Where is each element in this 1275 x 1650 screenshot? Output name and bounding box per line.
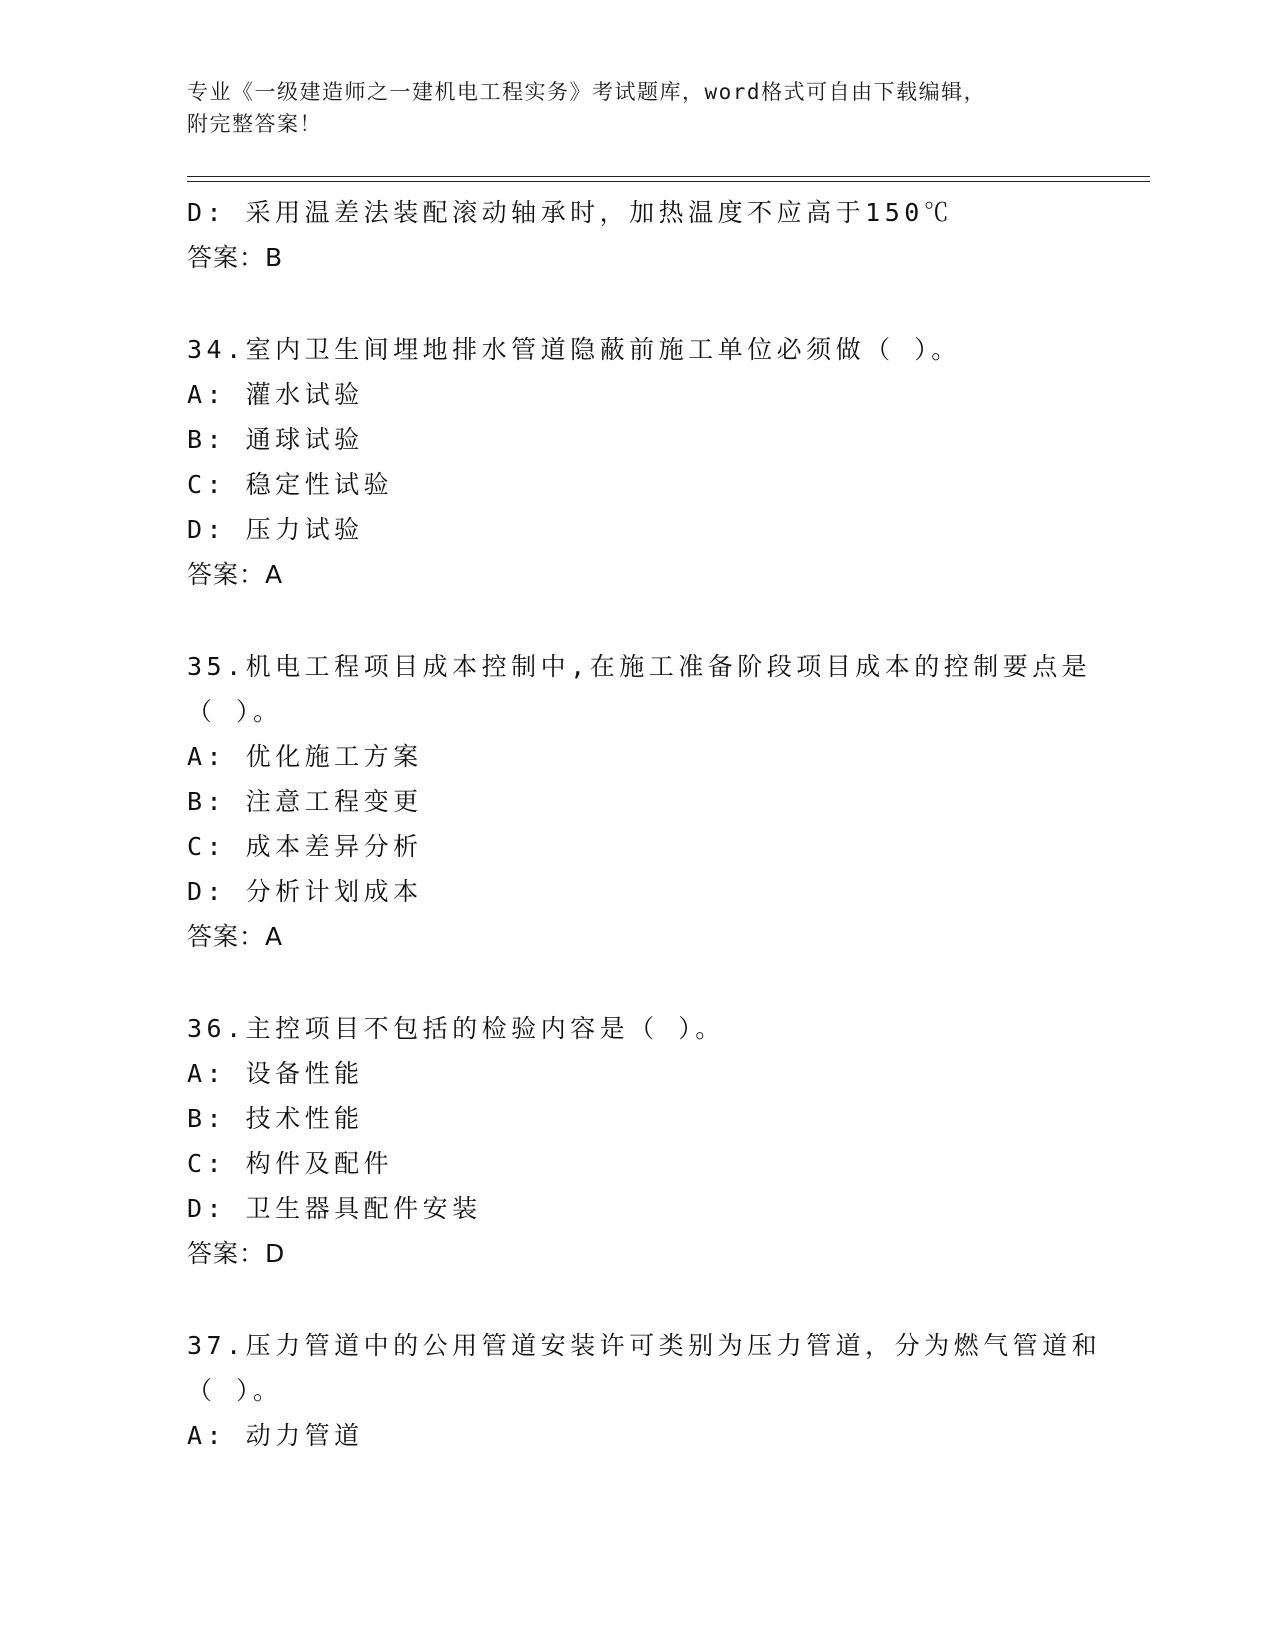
header-divider-bottom (187, 181, 1150, 182)
question-stem: 36.主控项目不包括的检验内容是（ ）。 (187, 1014, 725, 1043)
spacer (187, 959, 1150, 1006)
option-c: C: 稳定性试验 (187, 470, 394, 499)
option-b: B: 注意工程变更 (187, 787, 423, 816)
spacer (187, 280, 1150, 327)
option-b: B: 技术性能 (187, 1104, 364, 1133)
question-stem: 34.室内卫生间埋地排水管道隐蔽前施工单位必须做（ ）。 (187, 335, 961, 364)
question-stem-continued: （ ）。 (187, 1376, 283, 1405)
option-a: A: 灌水试验 (187, 380, 364, 409)
question-stem-continued: （ ）。 (187, 697, 283, 726)
option-a: A: 动力管道 (187, 1421, 364, 1450)
spacer (187, 597, 1150, 644)
option-a: A: 优化施工方案 (187, 742, 423, 771)
option-b: B: 通球试验 (187, 425, 364, 454)
question-33-fragment (187, 190, 1150, 280)
option-d: D: 压力试验 (187, 515, 364, 544)
option-d: D: 卫生器具配件安装 (187, 1194, 482, 1223)
header-line-2: 附完整答案！ (187, 112, 322, 136)
answer-line: 答案：D (187, 1239, 286, 1268)
header-line-1: 专业《一级建造师之一建机电工程实务》考试题库，word格式可自由下载编辑， (187, 80, 987, 104)
question-stem: 35.机电工程项目成本控制中,在施工准备阶段项目成本的控制要点是 (187, 652, 1092, 681)
option-c: C: 构件及配件 (187, 1149, 394, 1178)
question-34 (187, 327, 1150, 597)
option-c: C: 成本差异分析 (187, 832, 423, 861)
question-stem: 37.压力管道中的公用管道安装许可类别为压力管道，分为燃气管道和 (187, 1331, 1102, 1360)
answer-line: 答案：A (187, 922, 284, 951)
option-a: A: 设备性能 (187, 1059, 364, 1088)
answer-line: 答案：B (187, 243, 284, 272)
spacer (187, 1276, 1150, 1323)
question-37 (187, 1323, 1150, 1458)
question-list (187, 190, 1150, 1458)
page-header (187, 76, 1087, 140)
question-35 (187, 644, 1150, 959)
question-36 (187, 1006, 1150, 1276)
option-d: D: 分析计划成本 (187, 877, 423, 906)
answer-line: 答案：A (187, 560, 284, 589)
header-divider-top (187, 176, 1150, 177)
option-d: D: 采用温差法装配滚动轴承时，加热温度不应高于150℃ (187, 198, 954, 227)
